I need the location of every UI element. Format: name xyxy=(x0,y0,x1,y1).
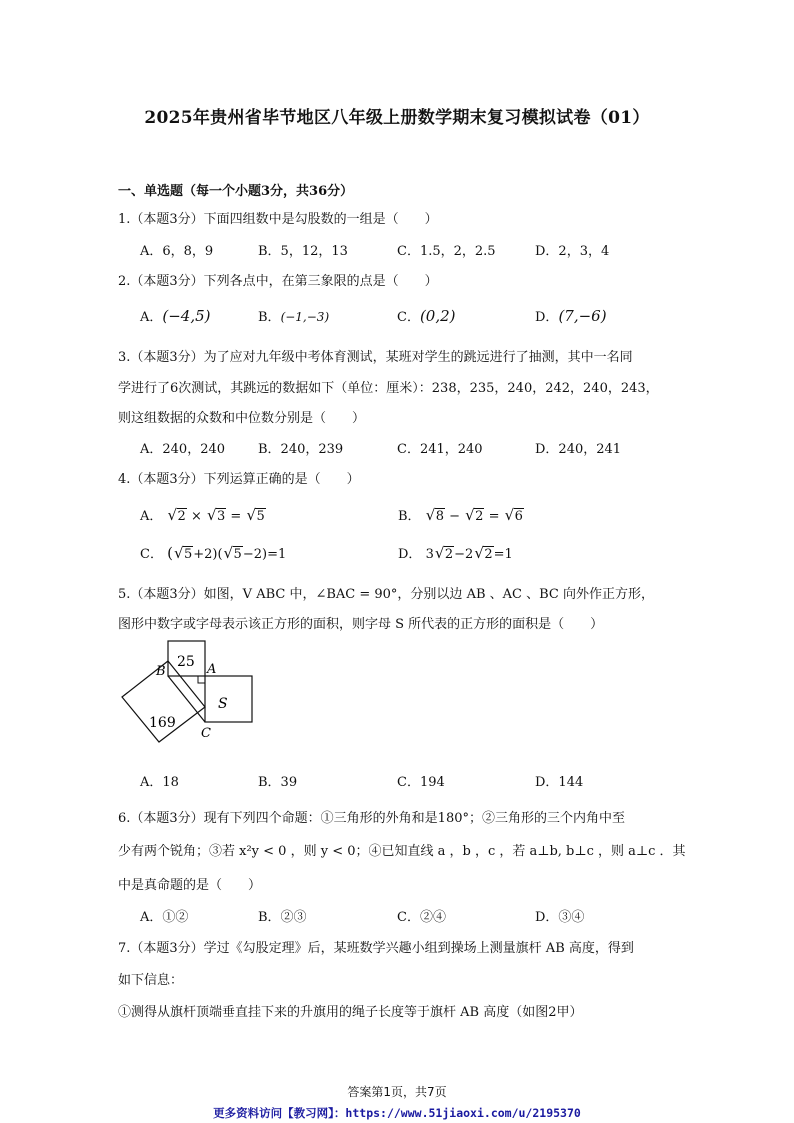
q7-line-2: 如下信息： xyxy=(118,973,184,988)
q2-options xyxy=(140,306,680,328)
q7-line-1: 7.（本题3分）学过《勾股定理》后，某班数学兴趣小组到操场上测量旗杆 AB 高度，得到 xyxy=(118,941,634,956)
vertex-c: C xyxy=(201,726,211,741)
q6-option-d: D．③④ xyxy=(535,910,585,925)
q6-line-1: 6.（本题3分）现有下列四个命题：①三角形的外角和是180°；②三角形的三个内角中至 xyxy=(118,811,625,826)
q6-option-a: A．①② xyxy=(140,910,189,925)
q6-line-2: 少有两个锐角；③若 x²y < 0 ，则 y < 0；④已知直线 a ，b ，c ，若 a⊥b, b⊥c ，则 a⊥c ．其 xyxy=(118,844,686,859)
q4-options-row1 xyxy=(140,505,680,527)
q4-stem: 4.（本题3分）下列运算正确的是（ ） xyxy=(118,472,360,487)
q4-options-row2 xyxy=(140,543,680,565)
label-169: 169 xyxy=(149,715,176,731)
q5-option-a: A．18 xyxy=(140,775,179,790)
q6-option-c: C．②④ xyxy=(397,910,446,925)
q4-option-d: D． 3√ 2−2√ 2=1 xyxy=(398,543,513,562)
q6-option-b: B．②③ xyxy=(258,910,307,925)
q6-options xyxy=(140,906,680,928)
q3-line-1: 3.（本题3分）为了应对九年级中考体育测试，某班对学生的跳远进行了抽测，其中一名同 xyxy=(118,350,633,365)
q2-option-d: D．(7,−6) xyxy=(535,307,607,325)
q6-line-3: 中是真命题的是（ ） xyxy=(118,878,262,893)
q1-option-d: D．2，3，4 xyxy=(535,244,610,259)
page-footer: 答案第1页，共7页 xyxy=(347,1085,447,1099)
q2-option-c: C．(0,2) xyxy=(397,307,456,325)
squares-figure xyxy=(118,636,258,746)
section-heading: 一、单选题（每一个小题3分，共36分） xyxy=(118,184,354,199)
vertex-b: B xyxy=(156,664,166,679)
q1-options xyxy=(140,240,680,262)
label-25: 25 xyxy=(177,654,195,670)
resource-banner-link[interactable]: 更多资料访问【教习网】：https://www.51jiaoxi.com/u/2195370 xyxy=(213,1106,581,1120)
right-angle-mark xyxy=(198,676,205,683)
q2-option-b: B．(−1,−3) xyxy=(258,310,330,325)
q2-stem: 2.（本题3分）下列各点中，在第三象限的点是（ ） xyxy=(118,274,438,289)
q4-option-c: C． (√ 5+2)(√ 5−2)=1 xyxy=(140,543,286,562)
q3-option-a: A．240，240 xyxy=(140,442,226,457)
label-s: S xyxy=(218,696,228,712)
page-title: 2025年贵州省毕节地区八年级上册数学期末复习模拟试卷（01） xyxy=(144,108,650,128)
q3-option-c: C．241，240 xyxy=(397,442,483,457)
q5-line-2: 图形中数字或字母表示该正方形的面积，则字母 S 所代表的正方形的面积是（ ） xyxy=(118,617,604,632)
q5-option-b: B．39 xyxy=(258,775,298,790)
q7-line-3: ①测得从旗杆顶端垂直挂下来的升旗用的绳子长度等于旗杆 AB 高度（如图2甲） xyxy=(118,1005,583,1020)
q4-option-a: A． √ 2 × √ 3 = √ 5 xyxy=(140,505,266,524)
q5-options xyxy=(140,771,680,793)
q5-option-c: C．194 xyxy=(397,775,445,790)
vertex-a: A xyxy=(207,662,217,677)
right-square xyxy=(205,676,252,722)
q2-option-a: A．(−4,5) xyxy=(140,307,211,325)
q3-option-d: D．240，241 xyxy=(535,442,622,457)
q4-option-b: B． √ 8 − √ 2 = √ 6 xyxy=(398,505,524,524)
q1-stem: 1.（本题3分）下面四组数中是勾股数的一组是（ ） xyxy=(118,212,438,227)
q1-option-c: C．1.5，2，2.5 xyxy=(397,244,496,259)
q3-line-3: 则这组数据的众数和中位数分别是（ ） xyxy=(118,411,366,426)
q3-option-b: B．240，239 xyxy=(258,442,344,457)
q5-line-1: 5.（本题3分）如图，V ABC 中，∠BAC = 90°，分别以边 AB 、AC 、BC 向外作正方形， xyxy=(118,587,654,602)
q3-options xyxy=(140,438,680,460)
q3-line-2: 学进行了6次测试，其跳远的数据如下（单位：厘米）：238，235，240，242，240，243， xyxy=(118,381,659,396)
q1-option-a: A．6，8，9 xyxy=(140,244,214,259)
q1-option-b: B．5，12，13 xyxy=(258,244,348,259)
q5-option-d: D．144 xyxy=(535,775,584,790)
